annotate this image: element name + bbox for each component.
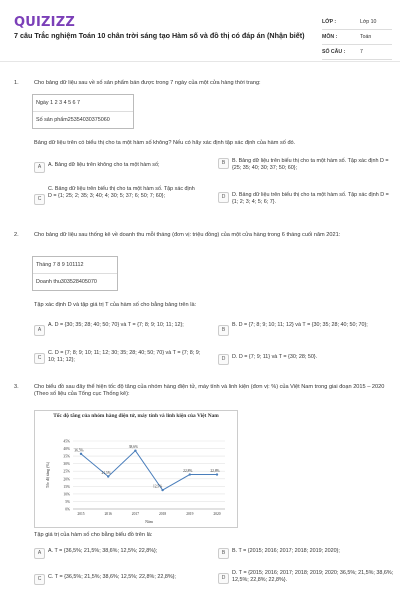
table-row: Ngày 1 2 3 4 5 6 7	[33, 95, 133, 112]
option-letter: C	[34, 194, 45, 205]
data-table	[32, 94, 134, 129]
meta-value: Lớp 10	[360, 19, 377, 25]
data-point	[107, 475, 109, 477]
divider	[0, 61, 400, 62]
data-point	[80, 453, 82, 455]
y-tick-label: 40%	[63, 447, 70, 452]
meta-key: SỐ CÂU :	[322, 49, 346, 55]
option-letter: B	[218, 548, 229, 559]
question-text: Cho bảng dữ liệu sau về số sản phẩm bán được trong 7 ngày của một cửa hàng thời trang:	[34, 80, 261, 86]
data-point	[216, 473, 218, 475]
option-letter: C	[34, 353, 45, 364]
data-label: 22,8%	[210, 469, 220, 474]
table-row: Số sản phẩm25354030375060	[36, 117, 110, 123]
data-point	[161, 489, 163, 491]
question-number: 3.	[14, 384, 19, 390]
option-letter: A	[34, 325, 45, 336]
question-text: Cho biểu đồ sau đây thể hiện tốc độ tăng của nhóm hàng điện tử, máy tính và linh kiện (đơn vị: %) của Việt Nam trong giai đoạn 2015 – 2020 (Theo số liệu của Tổng cục Thống kê):	[34, 384, 385, 398]
meta-row-class	[322, 15, 392, 30]
question-subtext: Tập giá trị của hàm số cho bằng biểu đồ trên là:	[34, 532, 153, 538]
option-letter: A	[34, 162, 45, 173]
option-text: B. T = {2015; 2016; 2017; 2018; 2019; 2020};	[232, 548, 340, 554]
option-text: A. T = {36,5%; 21,5%; 38,6%; 12,5%; 22,8%};	[48, 548, 158, 554]
meta-key: MÔN :	[322, 34, 338, 40]
table-row: Doanh thu303528405070	[36, 279, 97, 285]
x-tick-label: 2020	[213, 512, 221, 516]
meta-key: LỚP :	[322, 19, 337, 25]
option-letter: A	[34, 548, 45, 559]
option-letter: D	[218, 354, 229, 365]
meta-value: Toán	[360, 34, 372, 40]
meta-row-subject	[322, 30, 392, 45]
option-text: C. T = {36,5%; 21,5%; 38,6%; 12,5%; 22,8%; 22,8%};	[48, 574, 176, 580]
question-text: Cho bảng dữ liệu sau thống kê về doanh thu mỗi tháng (đơn vị: triệu đồng) của một cửa hàng trong 6 tháng cuối năm 2021:	[34, 232, 341, 238]
y-tick-label: 20%	[63, 477, 70, 482]
y-tick-label: 10%	[63, 492, 70, 497]
option-text: B. D = {7; 8; 9; 10; 11; 12} và T = {30; 35; 28; 40; 50; 70};	[232, 322, 368, 328]
y-tick-label: 15%	[63, 484, 70, 489]
data-table	[32, 256, 118, 291]
y-tick-label: 35%	[63, 454, 70, 459]
data-point	[134, 449, 136, 451]
question-subtext: Bảng dữ liệu trên có biểu thị cho ta một hàm số không? Nếu có hãy xác định tập xác định của hàm số đó.	[34, 140, 296, 146]
y-tick-label: 45%	[63, 439, 70, 444]
meta-row-count	[322, 45, 392, 60]
x-tick-label: 2015	[77, 512, 85, 516]
meta-info	[322, 15, 392, 60]
question-number: 2.	[14, 232, 19, 238]
y-tick-label: 0%	[65, 507, 70, 512]
question-subtext: Tập xác định D và tập giá trị T của hàm số cho bằng bảng trên là:	[34, 302, 197, 308]
option-letter: B	[218, 325, 229, 336]
option-text: B. Bảng dữ liệu trên biểu thị cho ta một hàm số. Tập xác định D = {25; 35; 40; 30; 37; 50; 60};	[232, 158, 389, 171]
data-label: 38,6%	[128, 445, 139, 450]
data-label: 36,5%	[74, 448, 84, 453]
option-text: A. Bảng dữ liệu trên không cho ta một hàm số;	[48, 162, 160, 168]
option-letter: C	[34, 574, 45, 585]
data-label: 12,5%	[152, 484, 163, 489]
option-text: D. T = {2015; 2016; 2017; 2018; 2019; 2020; 36,5%; 21,5%; 38,6%; 12,5%; 22,8%; 22,8%}.	[232, 570, 394, 583]
chart-plot	[35, 411, 237, 527]
option-text: D. D = {7; 9; 11} và T = {30; 28; 50}.	[232, 354, 318, 360]
option-letter: D	[218, 573, 229, 584]
option-text: C. D = {7; 8; 9; 10; 11; 12; 30; 35; 28; 40; 50; 70} và T = {7; 8; 9; 10; 11; 12};	[48, 350, 201, 363]
chart-title: Tốc độ tăng của nhóm hàng điện tử, máy tính và linh kiện của Việt Nam	[53, 413, 219, 419]
line-chart	[34, 410, 238, 528]
option-text: C. Bảng dữ liệu trên biểu thị cho ta một hàm số. Tập xác định D = {1; 25; 2; 35; 3; 40; 4; 30; 5; 37; 6; 50; 7; 60};	[48, 186, 195, 199]
y-tick-label: 5%	[65, 499, 70, 504]
y-tick-label: 25%	[63, 469, 70, 474]
question-number: 1.	[14, 80, 19, 86]
data-point	[189, 473, 191, 475]
quizizz-logo[interactable]: QUIZIZZ	[14, 15, 75, 30]
option-letter: B	[218, 158, 229, 169]
x-axis-label: Năm	[145, 519, 153, 524]
table-row: Tháng 7 8 9 101112	[33, 257, 117, 274]
y-tick-label: 30%	[63, 462, 70, 467]
y-axis-label: Tốc độ tăng (%)	[45, 461, 50, 489]
x-tick-label: 2018	[159, 512, 167, 516]
data-label: 21,5%	[101, 471, 111, 476]
option-letter: D	[218, 192, 229, 203]
data-label: 22,8%	[183, 469, 193, 474]
x-tick-label: 2019	[186, 512, 194, 516]
x-tick-label: 2016	[104, 512, 112, 516]
option-text: A. D = {30; 35; 28; 40; 50; 70} và T = {7; 8; 9; 10; 11; 12};	[48, 322, 184, 328]
x-tick-label: 2017	[131, 512, 139, 516]
option-text: D. Bảng dữ liệu trên biểu thị cho ta một hàm số. Tập xác định D = {1; 2; 3; 4; 5; 6; 7}.	[232, 192, 389, 205]
header	[0, 0, 400, 60]
meta-value: 7	[360, 49, 363, 55]
page-title: 7 câu Trắc nghiệm Toán 10 chân trời sáng tạo Hàm số và đồ thị có đáp án (Nhận biết)	[14, 31, 305, 40]
